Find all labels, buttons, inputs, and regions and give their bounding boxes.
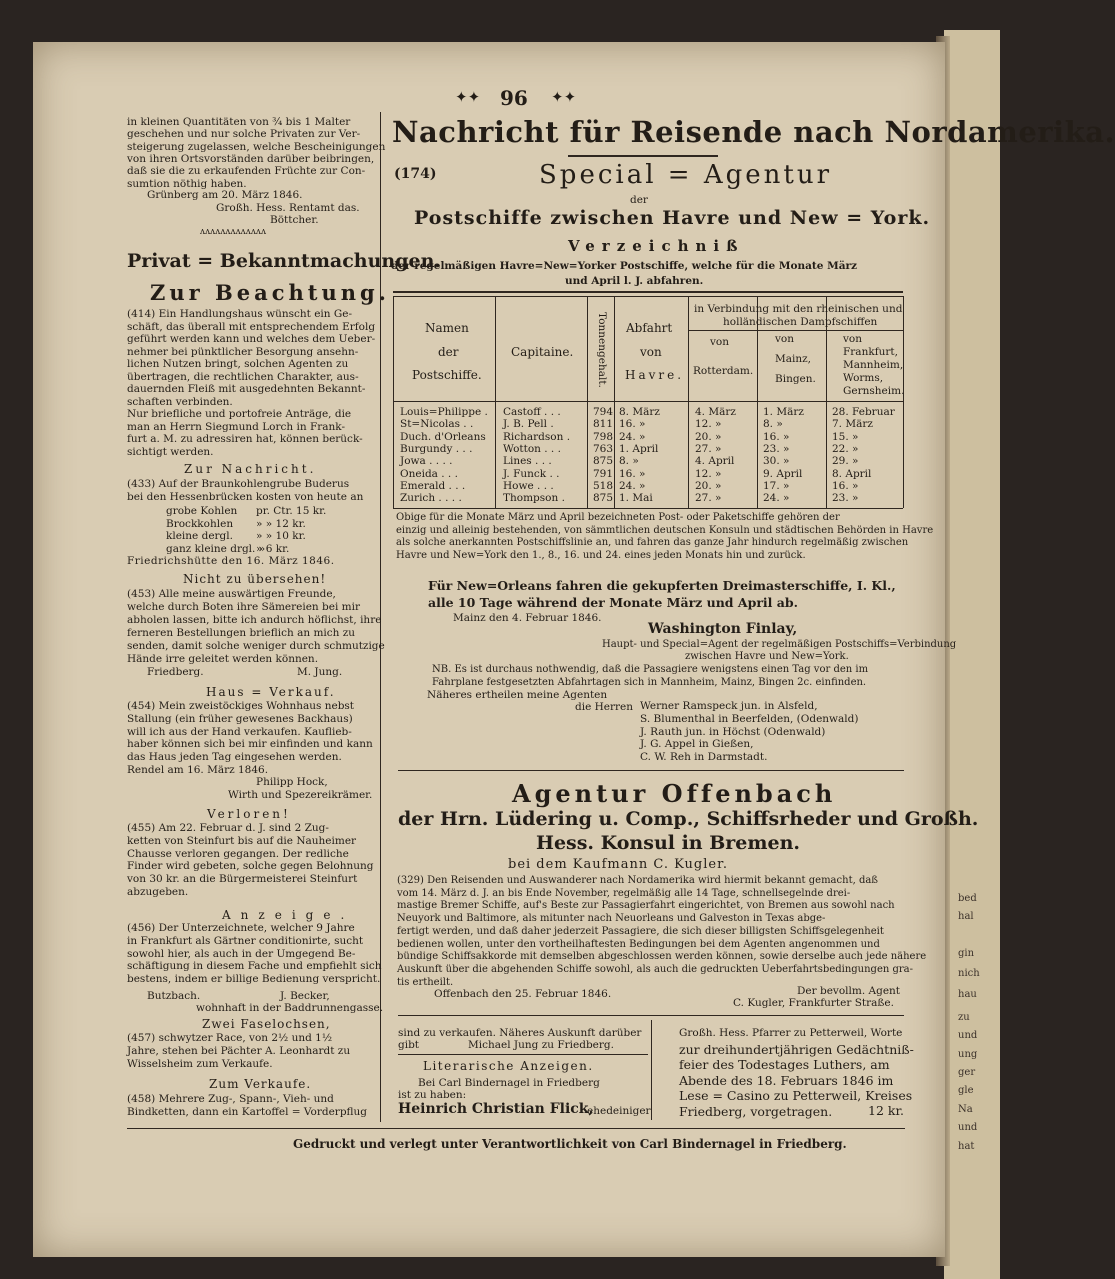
adjacent-page-fragment: zu: [958, 1012, 970, 1023]
ad-433-text: (433) Auf der Braunkohlengrube Buderus: [127, 478, 350, 490]
ad-456-signature: J. Becker,: [280, 990, 330, 1002]
table-cell: Zurich . . . .: [400, 492, 462, 505]
table-group-rule: [688, 330, 903, 331]
agent-line: S. Blumenthal in Beerfelden, (Odenwald): [640, 712, 859, 725]
schedule-note: Havre und New=York den 1., 8., 16. und 24. eines jeden Monats hin und zurück.: [396, 549, 806, 561]
ad-414-text: furt a. M. zu adressiren hat, können berück-: [127, 433, 363, 445]
ad-454-signature: Philipp Hock,: [256, 776, 328, 788]
table-cell: Castoff . . .: [503, 406, 561, 418]
ad-457-text: Jahre, stehen bei Pächter A. Leonhardt zu: [127, 1044, 351, 1057]
col-names: Postschiffe.: [412, 368, 482, 382]
notice-text: von ihren Ortsvorständen darüber beibringen,: [127, 152, 375, 165]
adjacent-page-fragment: und: [958, 1030, 978, 1041]
table-cell: 24. »: [619, 479, 646, 492]
ad-329-text: (329) Den Reisenden und Auswanderer nach Nordamerika wird hiermit bekannt gemacht, daß: [397, 875, 878, 886]
price-item: ganz kleine drgl. »: [166, 542, 266, 555]
luther-ad: Großh. Hess. Pfarrer zu Petterweil, Worte: [679, 1027, 903, 1039]
ad-454-text: haber können sich bei mir einfinden und kann: [127, 738, 373, 751]
table-cell: Emerald . . .: [400, 479, 466, 492]
ad-329-text: bedienen wollen, unter den vortheilhaftesten Bedingungen bei dem Agenten angenommen und: [397, 938, 880, 950]
ad-454-text: das Haus jeden Tag eingesehen werden.: [127, 751, 342, 764]
table-cell: 15. »: [832, 430, 859, 443]
luther-ad: Lese = Casino zu Petterweil, Kreises: [679, 1088, 913, 1103]
lit-line: Bei Carl Bindernagel in Friedberg: [418, 1077, 600, 1089]
ad-414-text: (414) Ein Handlungshaus wünscht ein Ge-: [127, 308, 353, 320]
ad-458-title: Zum Verkaufe.: [209, 1077, 312, 1091]
notice-signature: Böttcher.: [270, 214, 319, 226]
header-ornament-left: ✦✦: [455, 88, 481, 106]
ad-453-text: (453) Alle meine auswärtigen Freunde,: [127, 588, 336, 600]
ad-433-date: Friedrichshütte den 16. März 1846.: [127, 555, 335, 567]
agency-der: der: [630, 194, 648, 206]
ad-329-text: tis ertheilt.: [397, 976, 454, 988]
register-desc: und April l. J. abfahren.: [565, 275, 704, 287]
ad-456-text: bestens, indem er billige Bedienung verspricht.: [127, 973, 381, 986]
luther-price: 12 kr.: [868, 1103, 905, 1118]
agent-line: Werner Ramspeck jun. in Alsfeld,: [640, 700, 818, 712]
agent-line: J. Rauth jun. in Höchst (Odenwald): [640, 725, 826, 738]
ad-329-text: mastige Bremer Schiffe, auf's Beste zur Passagierfahrt eingerichtet, von Bremen aus sowohl nach: [397, 900, 895, 912]
table-cell: 16. »: [619, 418, 646, 431]
agentur-merchant: bei dem Kaufmann C. Kugler.: [508, 857, 729, 872]
table-column-line: [393, 296, 394, 508]
ad-433-text: bei den Hessenbrücken kosten von heute an: [127, 490, 364, 503]
ad-329-text: Neuyork und Baltimore, als mitunter nach Neuorleans und Galveston in Texas abge-: [397, 913, 826, 925]
ad-457-title: Zwei Faselochsen,: [202, 1017, 331, 1031]
jung-ad: sind zu verkaufen. Näheres Auskunft darüber: [398, 1027, 642, 1039]
col-departure: Abfahrt: [626, 321, 673, 335]
col-rotterdam: Rotterdam.: [693, 365, 754, 377]
notice-text: daß sie die zu erkaufenden Früchte zur Con-: [127, 165, 366, 178]
bottom-divider: [651, 1020, 652, 1120]
price-item: kleine dergl.: [166, 530, 233, 542]
table-cell: 8. März: [619, 406, 660, 418]
table-cell: 9. April: [763, 467, 803, 480]
section-heading: Privat = Bekanntmachungen.: [127, 250, 442, 272]
luther-ad: feier des Todestages Luthers, am: [679, 1057, 890, 1072]
table-column-line: [587, 296, 588, 508]
luther-ad: Friedberg, vorgetragen.: [679, 1103, 833, 1119]
ad-433-title: Zur Nachricht.: [184, 462, 317, 476]
ad-454-title: Haus = Verkauf.: [206, 685, 336, 699]
price-value: » 6 kr.: [256, 542, 290, 555]
lit-line: ist zu haben:: [398, 1089, 467, 1101]
price-item: Brockkohlen: [166, 517, 234, 530]
signer-title: Haupt- und Special=Agent der regelmäßigen Postschiffs=Verbindung: [602, 639, 957, 650]
ad-456-text: in Frankfurt als Gärtner conditionirte, sucht: [127, 934, 364, 947]
table-bottom-rule: [393, 508, 903, 509]
col-names: Namen: [425, 321, 469, 335]
ad-414-text: schäft, das überall mit entsprechendem Erfolg: [127, 320, 376, 333]
ad-455-text: ketten von Steinfurt bis auf die Nauheimer: [127, 834, 357, 847]
lit-rule: [398, 1054, 648, 1055]
table-group-header: in Verbindung mit den rheinischen und: [694, 303, 903, 315]
col-captain: Capitaine.: [511, 345, 574, 359]
ad-454-text: (454) Mein zweistöckiges Wohnhaus nebst: [127, 700, 355, 712]
table-column-line: [614, 296, 615, 508]
table-cell: 794: [593, 406, 614, 418]
table-cell: 8. »: [763, 418, 783, 431]
table-cell: Howe . . .: [503, 479, 554, 492]
ad-454-text: will ich aus der Hand verkaufen. Kauflieb-: [127, 725, 352, 738]
ad-456-text: sowohl hier, als auch in der Umgegend Be-: [127, 947, 356, 960]
footer-imprint: Gedruckt und verlegt unter Verantwortlichkeit von Carl Bindernagel in Friedberg.: [293, 1137, 847, 1151]
ad-414-text: sichtigt werden.: [127, 445, 214, 458]
register-title: Verzeichniß: [568, 237, 745, 255]
jung-ad: Michael Jung zu Friedberg.: [468, 1039, 614, 1051]
ad-329-text: fertigt werden, und daß daher jederzeit Passagiere, die sich dieser billigsten Schiffsgelegenheit: [397, 925, 884, 937]
notice-text: geschehen und nur solche Privaten zur Ver-: [127, 128, 361, 141]
ad-456-text: (456) Der Unterzeichnete, welcher 9 Jahre: [127, 922, 355, 934]
table-cell: 518: [593, 479, 614, 492]
offenbach-date: Offenbach den 25. Februar 1846.: [434, 988, 612, 1000]
ad-414-text: lichen Nutzen bringt, solchen Agenten zu: [127, 358, 349, 370]
notice-text: steigerung zugelassen, welche Bescheinigungen: [127, 140, 386, 153]
ad-456-text: schäftigung in diesem Fache und empfiehlt sich: [127, 960, 382, 973]
agentur-subtitle: der Hrn. Lüdering u. Comp., Schiffsrheder und Großh.: [398, 808, 979, 830]
ad-455-text: Chausse verloren gegangen. Der redliche: [127, 847, 349, 860]
flick-tail: ehedeiniger: [587, 1105, 651, 1117]
new-orleans-note: alle 10 Tage während der Monate März und April ab.: [428, 595, 798, 610]
jung-ad: gibt: [398, 1039, 420, 1051]
ad-453-text: ferneren Bestellungen brieflich an mich zu: [127, 627, 356, 639]
table-cell: 16. »: [763, 430, 790, 443]
table-cell: 24. »: [763, 492, 790, 505]
ad-455-title: Verloren!: [207, 807, 291, 821]
adjacent-page-fragment: ger: [958, 1067, 976, 1078]
agent-line: J. G. Appel in Gießen,: [640, 738, 754, 751]
ad-453-place: Friedberg.: [147, 666, 204, 678]
table-cell: Jowa . . . .: [400, 455, 453, 468]
luther-ad: Abende des 18. Februars 1846 im: [679, 1072, 894, 1088]
table-cell: Louis=Philippe .: [400, 406, 488, 418]
page-number: 96: [500, 86, 528, 110]
table-cell: Lines . . .: [503, 455, 552, 468]
agents-intro: Näheres ertheilen meine Agenten: [427, 689, 608, 701]
agency-subtitle: Postschiffe zwischen Havre und New = York.: [414, 207, 931, 229]
nb-note: Fahrplane festgesetzten Abfahrtagen sich in Mannheim, Mainz, Bingen 2c. einfinden.: [432, 677, 867, 688]
col-mainz: Bingen.: [775, 373, 816, 385]
table-cell: 8. »: [619, 455, 639, 468]
table-cell: J. Funck . .: [503, 467, 560, 480]
table-cell: 17. »: [763, 479, 790, 492]
adjacent-page-fragment: hau: [958, 989, 977, 1000]
ad-453-text: senden, damit solche weniger durch schmutzige: [127, 640, 385, 652]
table-cell: 23. »: [763, 442, 790, 455]
flick-name: Heinrich Christian Flick,: [398, 1101, 594, 1117]
col-frankfurt: von: [843, 333, 863, 345]
agency-title: Special = Agentur: [539, 160, 833, 190]
table-cell: 22. »: [832, 442, 859, 455]
col-rotterdam: von: [710, 336, 730, 348]
ad-329-text: vom 14. März d. J. an bis Ende November, regelmäßig alle 14 Tage, schnellsegelnde drei-: [397, 887, 851, 899]
ad-457-text: (457) schwytzer Race, von 2½ und 1½: [127, 1032, 333, 1044]
ad-458-text: Bindketten, dann ein Kartoffel = Vorderpflug: [127, 1105, 368, 1118]
adjacent-page-fragment: hal: [958, 911, 974, 922]
table-cell: 1. Mai: [619, 492, 653, 505]
kugler-signature: C. Kugler, Frankfurter Straße.: [733, 997, 894, 1009]
table-cell: 12. »: [695, 467, 722, 480]
table-cell: 1. März: [763, 406, 804, 418]
table-cell: Richardson .: [503, 430, 571, 443]
col-frankfurt: Gernsheim.: [843, 385, 905, 397]
ad-414-text: schaften verbinden.: [127, 395, 233, 408]
bottom-section-rule: [398, 1015, 904, 1016]
table-cell: J. B. Pell .: [503, 418, 554, 431]
table-cell: Duch. d'Orleans: [400, 430, 486, 443]
col-departure: von: [640, 345, 662, 359]
table-cell: 763: [593, 442, 614, 455]
ad-456-place: Butzbach.: [147, 990, 201, 1002]
table-cell: 16. »: [619, 467, 646, 480]
table-cell: 29. »: [832, 455, 859, 468]
col-mainz: von: [775, 333, 795, 345]
table-cell: 7. März: [832, 418, 873, 431]
ad-455-text: abzugeben.: [127, 886, 189, 898]
ad-number: (174): [394, 166, 437, 182]
ad-454-signature: Wirth und Spezereikrämer.: [228, 789, 373, 801]
ad-453-text: Hände irre geleitet werden können.: [127, 653, 319, 665]
ad-456-address: wohnhaft in der Baddrunnengasse.: [196, 1002, 384, 1014]
table-cell: 30. »: [763, 455, 790, 468]
table-cell: Wotton . . .: [503, 442, 561, 455]
ad-455-text: von 30 kr. an die Bürgermeisterei Steinfurt: [127, 873, 358, 886]
table-column-line: [688, 296, 689, 508]
notice-text: in kleinen Quantitäten von ¾ bis 1 Malter: [127, 116, 351, 128]
ad-453-signature: M. Jung.: [297, 666, 343, 678]
ad-329-text: Auskunft über die abgehenden Schiffe sowohl, als auch die gedruckten Ueberfahrtsbedingungen gra-: [397, 963, 914, 975]
ad-455-text: Finder wird gebeten, solche gegen Belohnung: [127, 860, 374, 873]
adjacent-page-fragment: nich: [958, 968, 980, 979]
col-frankfurt: Worms,: [843, 372, 884, 384]
ad-454-text: Rendel am 16. März 1846.: [127, 764, 269, 776]
nb-note: NB. Es ist durchaus nothwendig, daß die Passagiere wenigstens einen Tag vor den im: [432, 664, 869, 675]
table-cell: 1. April: [619, 442, 659, 455]
table-group-header: holländischen Dampfschiffen: [723, 316, 878, 328]
ad-453-title: Nicht zu übersehen!: [183, 572, 327, 586]
adjacent-page-fragment: Na: [958, 1104, 973, 1115]
price-value: pr. Ctr. 15 kr.: [256, 505, 327, 517]
adjacent-page-fragment: und: [958, 1122, 978, 1133]
ad-453-text: welche durch Boten ihre Sämereien bei mir: [127, 601, 360, 613]
adjacent-page-fragment: ung: [958, 1049, 978, 1060]
table-cell: 798: [593, 430, 614, 443]
title-rule: [568, 155, 718, 157]
adjacent-page-fragment: bed: [958, 893, 977, 904]
table-cell: 12. »: [695, 418, 722, 431]
adjacent-page-fragment: gin: [958, 948, 975, 959]
table-cell: 28. Februar: [832, 406, 895, 418]
col-frankfurt: Mannheim,: [843, 359, 904, 371]
table-cell: 8. April: [832, 467, 872, 480]
notice-signature: Großh. Hess. Rentamt das.: [216, 202, 360, 214]
table-cell: 24. »: [619, 430, 646, 443]
table-cell: 27. »: [695, 492, 722, 505]
table-cell: 4. April: [695, 455, 735, 468]
table-cell: 27. »: [695, 442, 722, 455]
kugler-agent: Der bevollm. Agent: [797, 985, 901, 997]
table-cell: St=Nicolas . .: [400, 418, 474, 431]
table-cell: Burgundy . . .: [400, 442, 473, 455]
agentur-title: Agentur Offenbach: [512, 779, 837, 808]
ad-458-text: (458) Mehrere Zug-, Spann-, Vieh- und: [127, 1093, 334, 1105]
ad-455-text: (455) Am 22. Februar d. J. sind 2 Zug-: [127, 822, 329, 834]
price-item: grobe Kohlen: [166, 505, 238, 517]
table-cell: 20. »: [695, 430, 722, 443]
ad-457-text: Wisselsheim zum Verkaufe.: [127, 1057, 273, 1070]
col-names: der: [438, 345, 459, 359]
table-cell: 4. März: [695, 406, 736, 418]
table-cell: 811: [593, 418, 614, 431]
signer-title: zwischen Havre und New=York.: [685, 651, 849, 662]
mainz-date: Mainz den 4. Februar 1846.: [453, 612, 602, 624]
ad-454-text: Stallung (ein früher gewesenes Backhaus): [127, 712, 353, 725]
table-cell: Thompson .: [503, 492, 565, 505]
header-ornament-right: ✦✦: [551, 88, 577, 106]
luther-ad: zur dreihundertjährigen Gedächtniß-: [679, 1041, 914, 1057]
ad-414-text: Nur briefliche und portofreie Anträge, die: [127, 408, 352, 420]
ad-414-text: übertragen, die rechtlichen Charakter, aus-: [127, 370, 359, 383]
agent-line: C. W. Reh in Darmstadt.: [640, 751, 768, 764]
table-cell: 16. »: [832, 479, 859, 492]
section-rule: [398, 770, 904, 771]
ad-414-text: man an Herrn Siegmund Lorch in Frank-: [127, 420, 346, 433]
adjacent-page-fragment: gle: [958, 1085, 974, 1096]
agentur-subtitle: Hess. Konsul in Bremen.: [536, 832, 801, 854]
signer-name: Washington Finlay,: [648, 621, 798, 637]
register-desc: der regelmäßigen Havre=New=Yorker Postschiffe, welche für die Monate März: [391, 260, 857, 272]
col-departure: Havre.: [625, 368, 685, 382]
table-cell: 875: [593, 455, 614, 468]
table-cell: 20. »: [695, 479, 722, 492]
table-top-rule: [393, 291, 903, 293]
schedule-note: Obige für die Monate März und April bezeichneten Post- oder Paketschiffe gehören der: [396, 512, 840, 523]
section-subheading: Zur Beachtung.: [150, 280, 390, 305]
col-frankfurt: Frankfurt,: [843, 346, 898, 358]
table-cell: Oneida . . .: [400, 467, 458, 480]
price-value: » » 10 kr.: [256, 530, 306, 542]
table-cell: 23. »: [832, 492, 859, 505]
ornament: ʌʌʌʌʌʌʌʌʌʌʌʌʌ: [200, 227, 267, 237]
schedule-note: als solche anerkannten Postschiffslinie an, und fahren das ganze Jahr hindurch regelmäßig zwischen: [396, 537, 909, 548]
ad-414-text: geführt werden kann und welches dem Ueber-: [127, 333, 376, 345]
ad-456-title: Anzeige.: [222, 908, 355, 922]
notice-date: Grünberg am 20. März 1846.: [147, 189, 303, 201]
col-tonnage: Tonnengehalt.: [596, 312, 608, 388]
ad-453-text: abholen lassen, bitte ich andurch höflichst, ihre: [127, 614, 382, 626]
table-cell: 791: [593, 467, 614, 480]
agents-die-herren: die Herren: [575, 701, 634, 713]
ad-329-text: bündige Schiffsakkorde mit demselben abgeschlossen werden können, sowie derselbe auch jede nähere: [397, 951, 927, 963]
schedule-note: einzig und alleinig bestehenden, von sämmtlichen deutschen Konsuln und städtischen Behörden in Havre: [396, 524, 934, 536]
ad-414-text: nehmer bei pünktlicher Besorgung ansehn-: [127, 345, 359, 358]
table-cell: 875: [593, 492, 614, 505]
adjacent-page-fragment: hat: [958, 1141, 975, 1152]
main-title: Nachricht für Reisende nach Nordamerika.: [392, 115, 1115, 149]
ad-414-text: dauernden Fleiß mit ausgedehnten Bekannt-: [127, 383, 366, 395]
col-mainz: Mainz,: [775, 353, 812, 365]
table-column-line: [903, 296, 904, 508]
price-value: » » 12 kr.: [256, 517, 306, 530]
new-orleans-note: Für New=Orleans fahren die gekupferten Dreimasterschiffe, I. Kl.,: [428, 578, 896, 593]
table-column-line: [495, 296, 496, 508]
lit-title: Literarische Anzeigen.: [423, 1059, 594, 1073]
notice-text: sumtion nöthig haben.: [127, 177, 247, 190]
footer-rule: [127, 1128, 905, 1129]
